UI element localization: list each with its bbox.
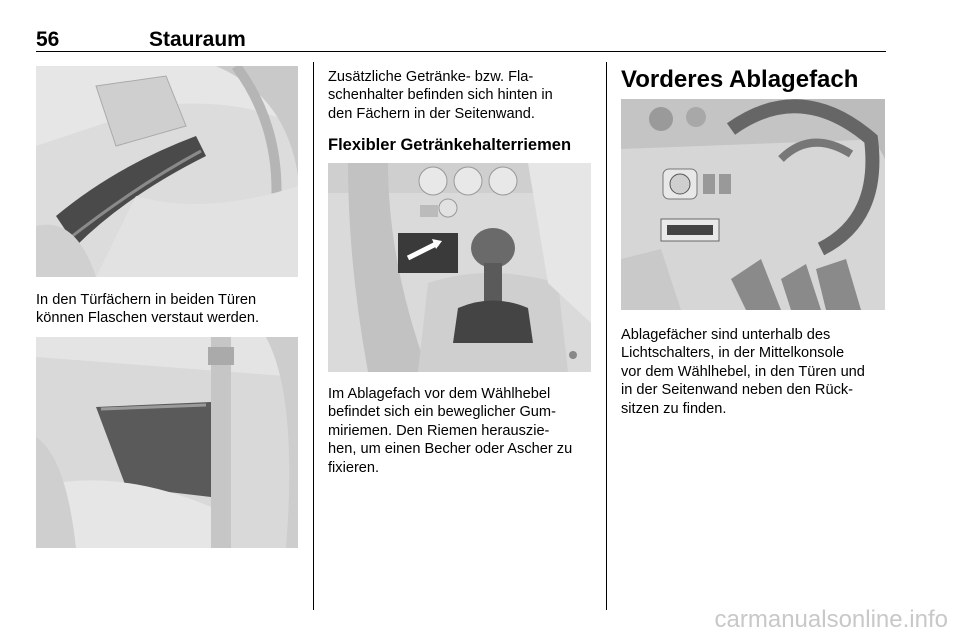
front-storage-heading: Vorderes Ablagefach [621, 66, 859, 93]
page-number: 56 [36, 28, 60, 51]
front-storage-illustration [621, 99, 885, 310]
door-pocket-illustration [36, 66, 298, 277]
door-pocket-caption: In den Türfächern in beiden Türen können Flaschen verstaut werden. [36, 292, 260, 327]
side-wall-illustration [36, 337, 298, 548]
column-divider-1 [313, 62, 314, 610]
section-title: Stauraum [149, 28, 246, 51]
flexible-strap-heading: Flexibler Getränkehalterriemen [328, 136, 572, 154]
gear-lever-strap-illustration [328, 163, 591, 372]
flexible-strap-text: Im Ablagefach vor dem Wählhebel befindet sich ein beweglicher Gum- miriemen. Den Riemen herauszie- hen, um einen Becher oder Ascher zu fixieren. [328, 386, 573, 476]
page-header [36, 26, 886, 52]
additional-holders-text: Zusätzliche Getränke- bzw. Fla- schenhalter befinden sich hinten in den Fächern in der Seitenwand. [328, 69, 553, 122]
column-divider-2 [606, 62, 607, 610]
watermark: carmanualsonline.info [714, 606, 948, 633]
front-storage-text: Ablagefächer sind unterhalb des Lichtschalters, in der Mittelkonsole vor dem Wählhebel, in den Türen und in der Seitenwand neben den Rück- sitzen zu finden. [621, 327, 865, 417]
